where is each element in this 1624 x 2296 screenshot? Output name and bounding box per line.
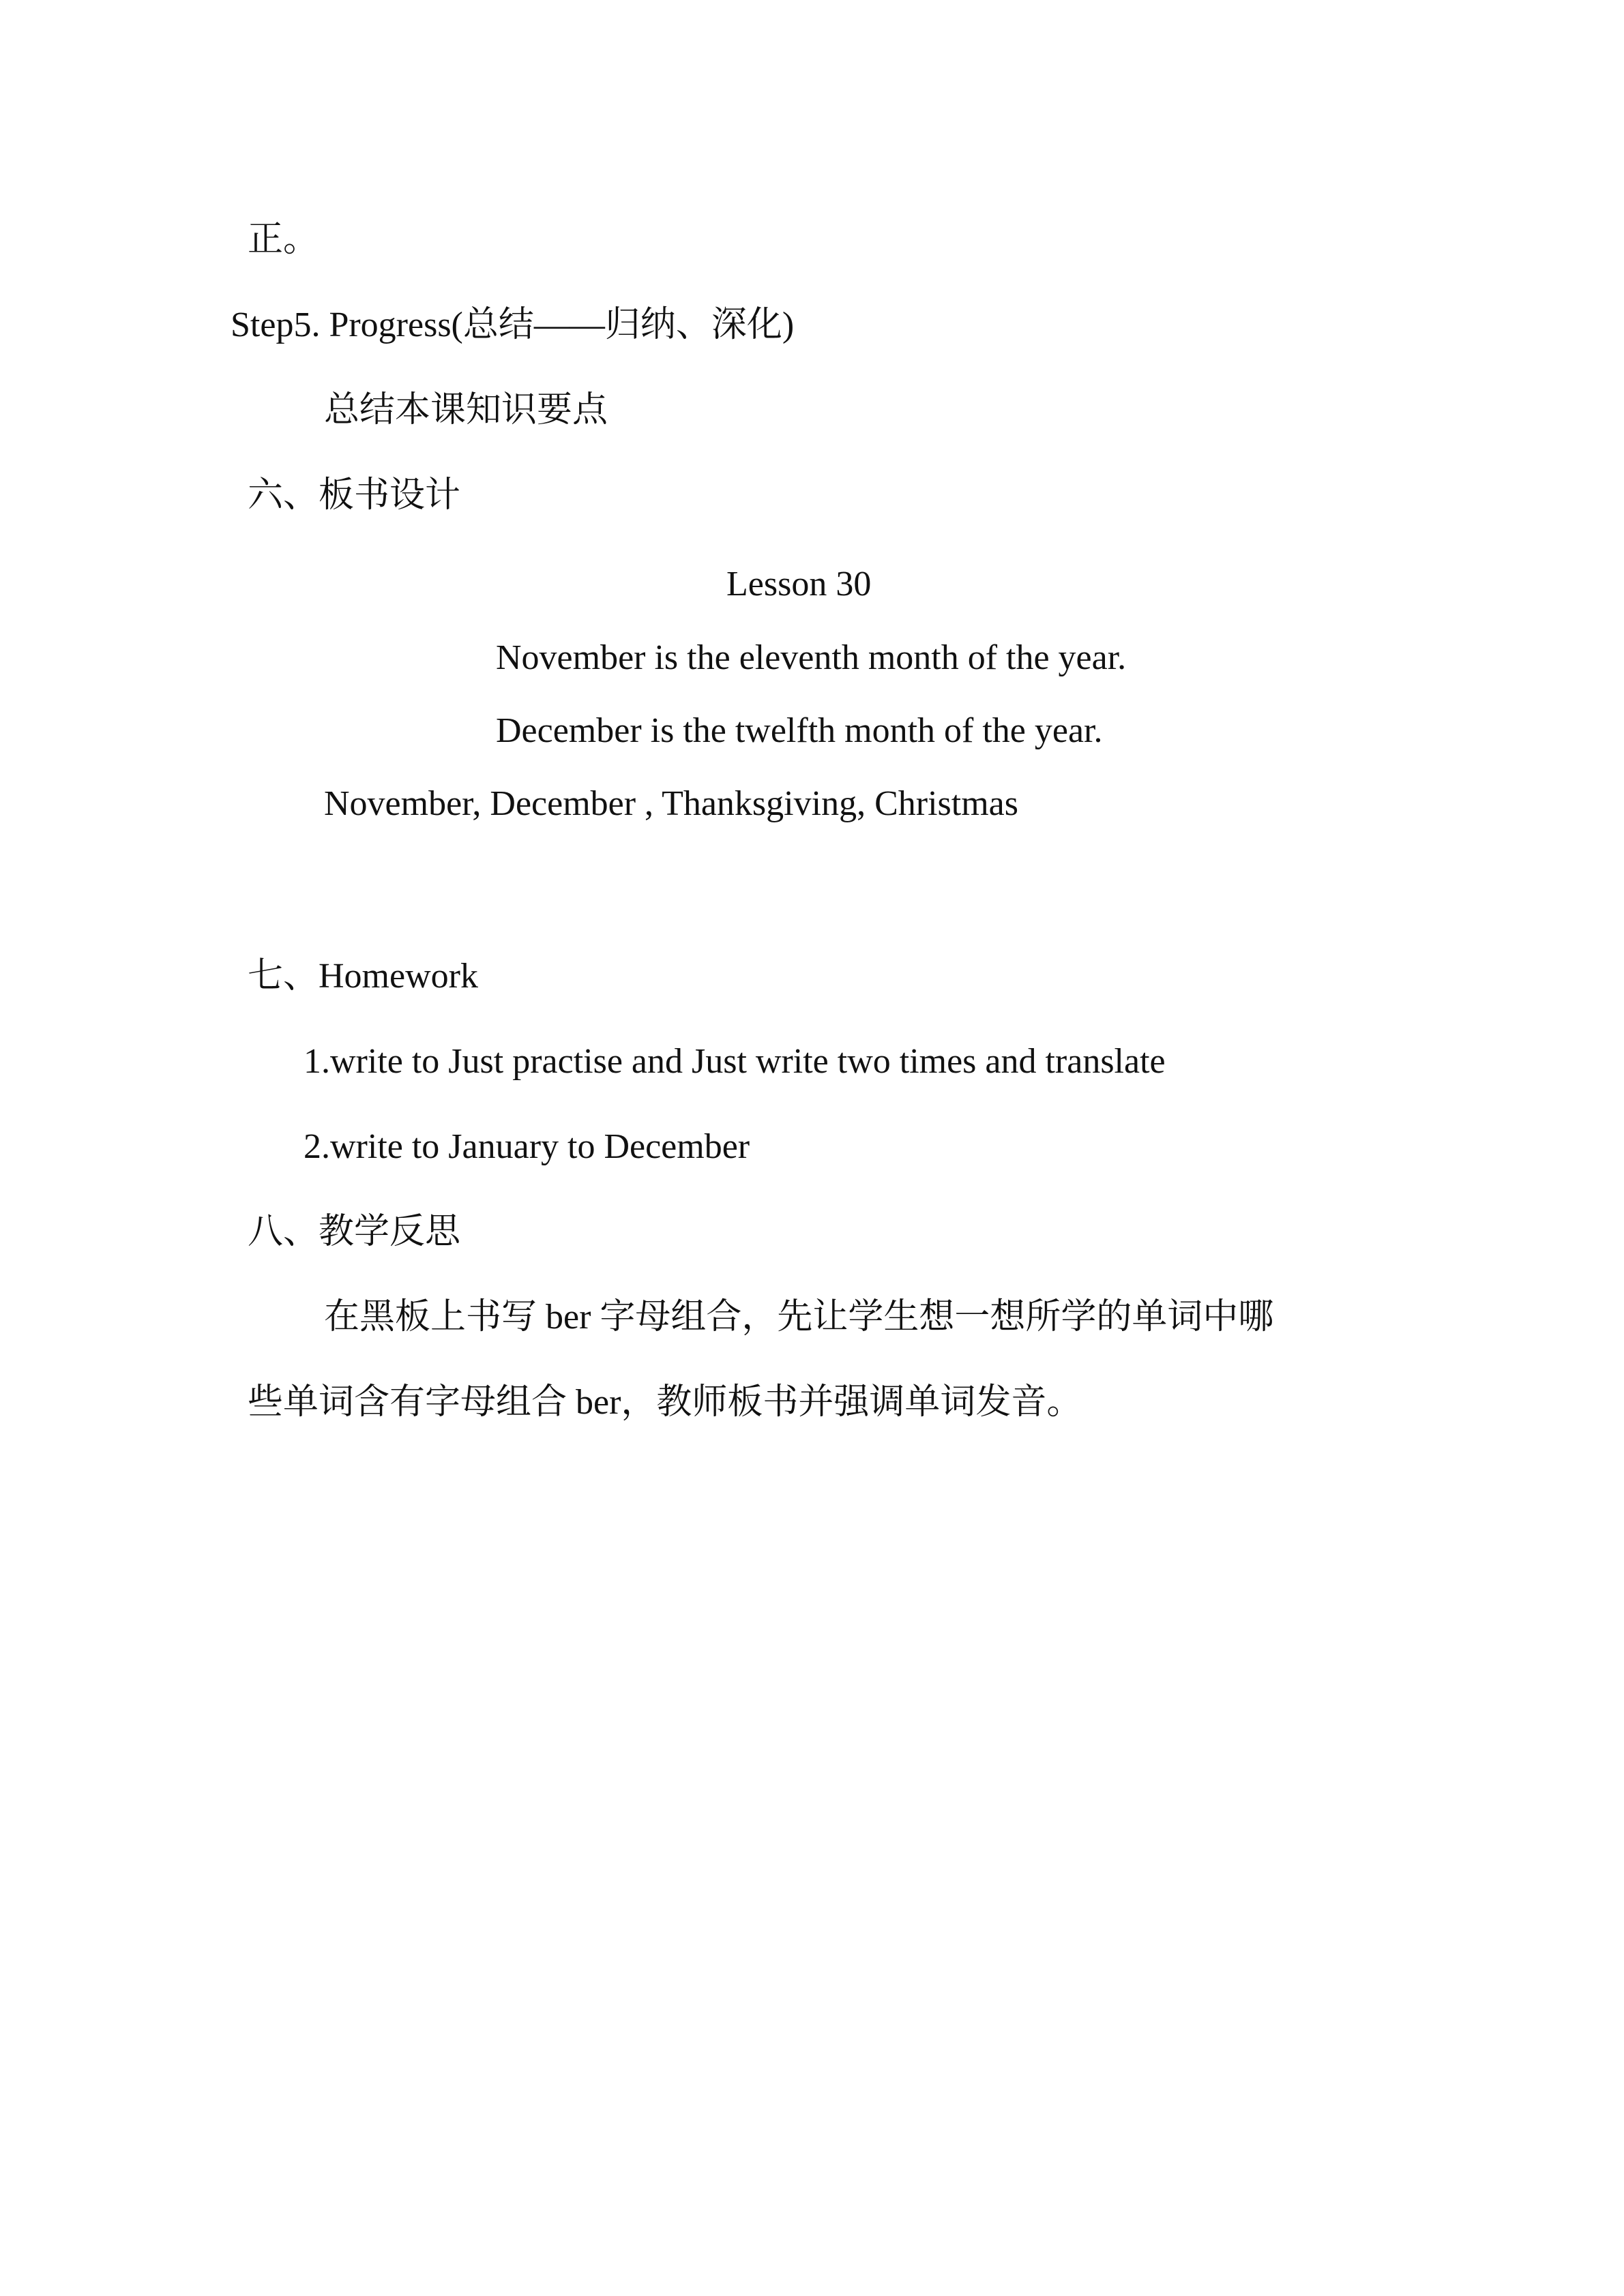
step5-heading: Step5. Progress(总结——归纳、深化) xyxy=(231,305,795,344)
reflection-line-2: 些单词含有字母组合 ber，教师板书并强调单词发音。 xyxy=(248,1383,1082,1422)
section8-heading: 八、教学反思 xyxy=(248,1212,461,1251)
continuation-text: 正。 xyxy=(248,220,319,259)
homework-item-1: 1.write to Just practise and Just write two times and translate xyxy=(304,1042,1166,1081)
step5-content: 总结本课知识要点 xyxy=(324,391,608,430)
board-title: Lesson 30 xyxy=(726,565,872,603)
reflection-line-1: 在黑板上书写 ber 字母组合，先让学生想一想所学的单词中哪 xyxy=(324,1298,1274,1337)
section6-heading: 六、板书设计 xyxy=(248,476,461,515)
board-line-1: November is the eleventh month of the year. xyxy=(496,638,1127,677)
homework-item-2: 2.write to January to December xyxy=(304,1127,750,1166)
board-words: November, December , Thanksgiving, Christmas xyxy=(324,784,1018,823)
section7-heading: 七、Homework xyxy=(248,957,478,996)
board-line-2: December is the twelfth month of the year. xyxy=(496,711,1103,750)
